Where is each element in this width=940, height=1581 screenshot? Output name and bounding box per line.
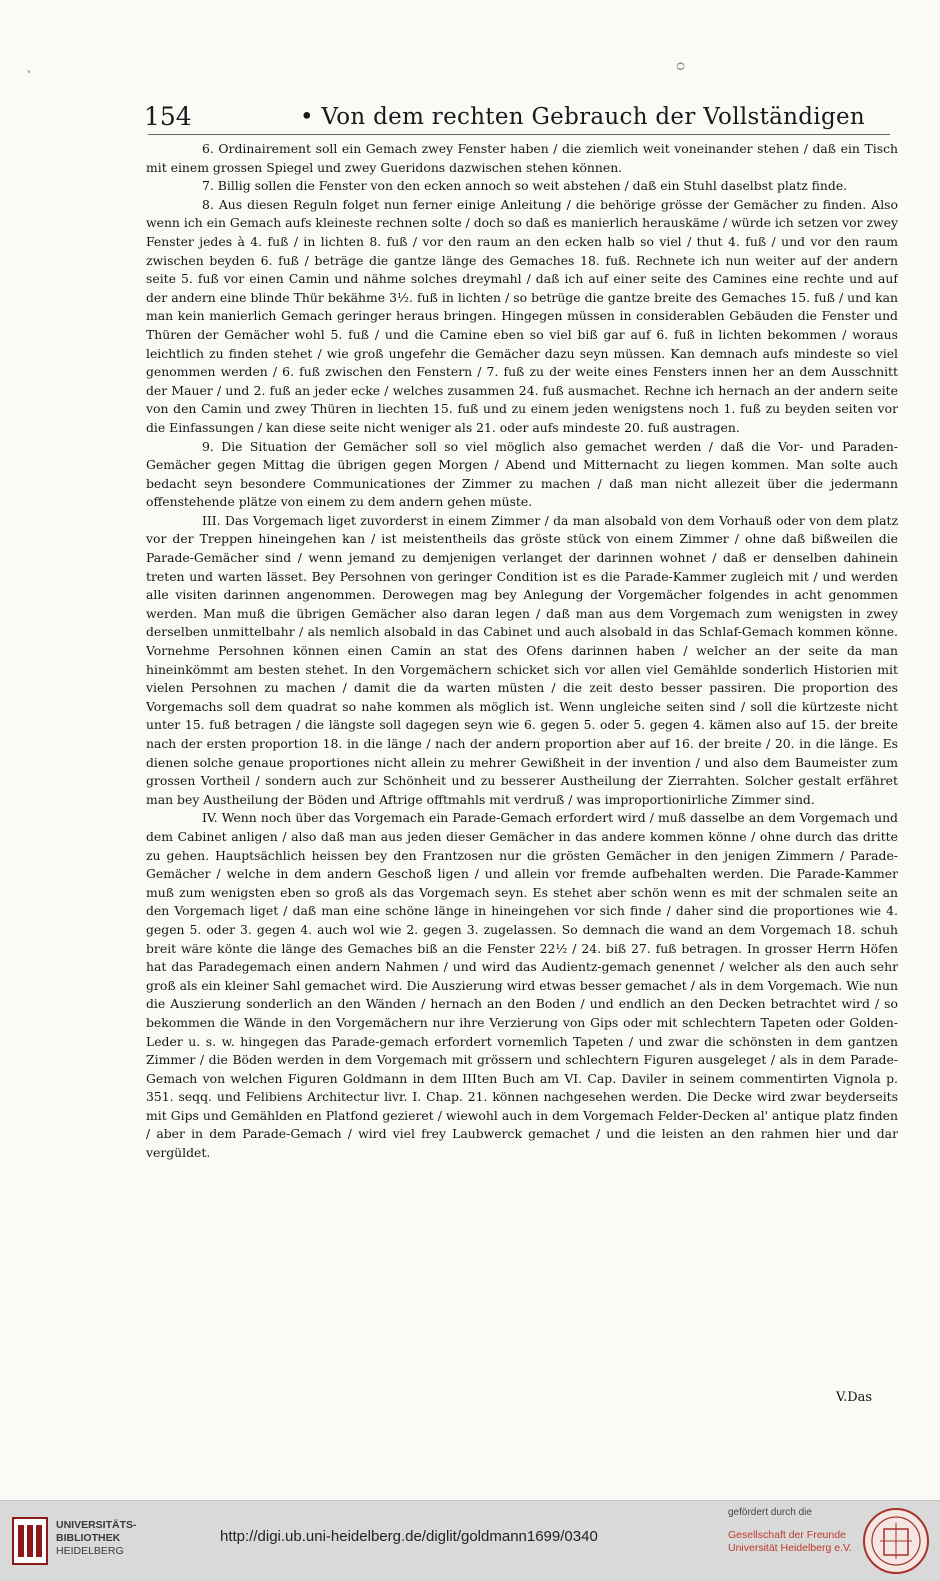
section-iv: IV. Wenn noch über das Vorgemach ein Parade-Gemach erfordert wird / muß dasselbe an dem Vorgemach und dem Cabinet anligen / also daß man aus jeden dieser Gemächer in das andere kommen könne / ohne durch das dritte zu gehen. Hauptsächlich heissen bey den Frantzosen nur die grösten Gemächer in den jenigen Zimmern / Parade-Gemächer / welche in dem andern Geschoß ligen / und allein vor fremde aufbehalten werden. Die Parade-Kammer muß zum wenigsten eben so groß als das Vorgemach seyn. Es stehet aber schön wenn es mit der schmalen seite an den Vorgemach liget / daß man eine schöne länge in hineingehen vor sich finde / daher sind die proportiones wie 4. gegen 5. oder 3. gegen 4. auch wol wie 2. gegen 3. zugelassen. So demnach die wand an dem Vorgemach 18. schuh breit wäre könte die länge des Gemaches biß an die Fenster 22½ / 24. biß 27. fuß betragen. In grosser Herrn Höfen hat das Paradegemach einen andern Nahmen / und wird das Audientz-gemach genennet / welcher als den auch sehr groß als ein kleiner Sahl gemachet wird. Die Auszierung wird etwas besser gemachet / als in dem Vorgemach. Wie nun die Auszierung sonderlich an den Wänden / hernach an den Boden / und endlich an den Decken betrachtet wird / so bekommen die Wände in den Vorgemächern nur ihre Verzierung von Gips oder mit schlechtern Tapeten oder Golden-Leder u. s. w. hingegen das Parade-gemach erfordert vornemlich Tapeten / und zwar die schönsten in dem gantzen Zimmer / die Böden werden in dem Vorgemach mit grössern und schlechtern Figuren ausgeleget / als in dem Parade-Gemach von welchen Figuren Goldmann in dem IIIten Buch am VI. Cap. Daviler in seinem commentirten Vignola p. 351. seqq. und Felibiens Architectur livr. I. Chap. 21. können nachgesehen werden. Die Decke wird zwar beyderseits mit Gips und Gemählden en Platfond gezieret / wiewohl auch in dem Vorgemach Felder-Decken al' antique platz finden / aber in dem Parade-Gemach / wird viel frey Laubwerck gemachet / und die leisten an den rahmen hier und dar vergüldet. (146, 810, 898, 1161)
body-text (146, 140, 898, 1400)
section-iii: III. Das Vorgemach liget zuvorderst in einem Zimmer / da man alsobald von dem Vorhauß oder von dem platz vor der Treppen hineingehen kan / ist meistentheils das gröste stück von einem Zimmer / ohne daß bißweilen die Parade-Gemächer sind / wenn jemand zu demjenigen verlanget der darinnen wohnet / daß er denselben dahinein treten und warten lässet. Bey Persohnen von geringer Condition ist es die Parade-Kammer zugleich mit / und werden alle visiten darinnen angenommen. Derowegen mag bey Anlegung der Vorgemächer folgendes in acht genommen werden. Man muß die übrigen Gemächer also daran legen / daß man aus dem Vorgemach zum wenigsten in zwey derselben unmittelbahr / als nemlich alsobald in das Cabinet und auch alsobald in das Schlaf-Gemach kommen könne. Vornehme Persohnen können einen Camin an stat des Ofens darinnen haben / welcher an der seite da man hineinkömmt am besten stehet. In den Vorgemächern schicket sich vor allen viel Gemählde sonderlich Historien mit vielen Persohnen zu machen / damit die da warten müsten / die zeit desto besser passiren. Die proportion des Vorgemachs soll dem quadrat so nahe kommen als möglich ist. Wenn ungleiche seiten sind / soll die kürtzeste nicht unter 15. fuß betragen / die längste soll dagegen seyn wie 6. gegen 5. oder 5. gegen 4. kämen also auf 15. der breite nach der ersten proportion 18. in die länge / nach der andern proportion aber auf 16. der breite / 20. in die länge. Es dienen solche genaue proportiones nicht allein zu mehrer Gewißheit in der invention / und also dem Baumeister zum grossen Vortheil / sondern auch zur Schönheit und zu besserer Austheilung der Zierrahten. Solcher gestalt erfähret man bey Austheilung der Böden und Aftrige offtmahls mit verdruß / was improportionirliche Zimmer sind. (146, 512, 898, 807)
paragraph-7: 7. Billig sollen die Fenster von den ecken annoch so weit abstehen / daß ein Stuhl daselbst platz finde. (202, 178, 848, 194)
permalink-url[interactable]: http://digi.ub.uni-heidelberg.de/diglit/goldmann1699/0340 (220, 1528, 598, 1545)
paragraph-6: 6. Ordinairement soll ein Gemach zwey Fenster haben / die ziemlich weit voneinander stehen / daß ein Tisch mit einem grossen Spiegel und zwey Gueridons dazwischen stehen können. (146, 141, 898, 175)
library-name-line: HEIDELBERG (56, 1545, 124, 1557)
library-name (56, 1519, 137, 1558)
running-header (140, 102, 900, 136)
paragraph-9: 9. Die Situation der Gemächer soll so viel möglich also gemachet werden / daß die Vor- und Paraden-Gemächer gegen Mittag die übrigen gegen Morgen / Abend und Mitternacht zu liegen kommen. Man solte auch bedacht seyn besondere Communicationes der Zimmer zu machen / daß man nicht allezeit über die jedermann offenstehende plätze von einem zu dem andern gehen müste. (146, 438, 898, 510)
catchword: V.Das (836, 1390, 873, 1405)
page-number: 154 (144, 102, 192, 131)
sponsor-name-line: Universität Heidelberg e.V. (728, 1542, 852, 1554)
library-logo-icon (12, 1517, 48, 1565)
university-seal-icon (862, 1507, 930, 1575)
sponsor-name (728, 1529, 858, 1555)
library-name-line: UNIVERSITÄTS- (56, 1519, 137, 1531)
footer-bar (0, 1500, 940, 1581)
paragraph-8: 8. Aus diesen Reguln folget nun ferner einige Anleitung / die behörige grösse der Gemächer zu finden. Also wenn ich ein Gemach aufs kleineste rechnen solte / doch so daß es manierlich herauskäme / würde ich setzen vor zwey Fenster jedes à 4. fuß / in lichten 8. fuß / vor den raum an den ecken halb so viel / thut 4. fuß / und vor den raum zwischen beyden 6. fuß / beträge die gantze länge des Gemaches 18. fuß. Rechnete ich nun weiter auf der andern seite 5. fuß vor einen Camin und nähme solches dreymahl / daß ich auf einer seite des Camines eine rechte und auf der andern eine blinde Thür bekähme 3½. fuß in lichten / so betrüge die gantze breite des Gemaches 15. fuß / und kan man kein manierlich Gemach geringer heraus bringen. Hingegen müssen in considerablen Gebäuden die Fenster und Thüren der Gemächer wohl 5. fuß / und die Camine eben so viel biß gar auf 6. fuß in lichten bekommen / woraus leichtlich zu finden stehet / wie groß ungefehr die Gemächer dazu seyn müssen. Kan demnach aufs mindeste so viel genommen werden / 6. fuß zwischen den Fenstern / 7. fuß zu der weite eines Fensters innen her an dem Ausschnitt der Mauer / und 2. fuß an jeder ecke / welches zusammen 24. fuß ausmachet. Rechne ich hernach an der andern seite von den Camin und zwey Thüren in liechten 15. fuß und zu einem jeden wenigstens noch 1. fuß zu beyden seiten vor die Einfassungen / kan diese seite nicht weniger als 21. oder aufs mindeste 20. fuß austragen. (146, 196, 898, 435)
sponsor-block (728, 1507, 858, 1555)
library-name-line: BIBLIOTHEK (56, 1532, 121, 1544)
scan-speck: ᴑ (676, 58, 686, 74)
sponsor-name-line: Gesellschaft der Freunde (728, 1529, 846, 1541)
sponsor-label: gefördert durch die (728, 1507, 812, 1518)
scan-speck: ㆍ (22, 65, 36, 81)
header-rule (148, 134, 890, 135)
running-head-title: • Von dem rechten Gebrauch der Vollständigen (300, 104, 866, 130)
